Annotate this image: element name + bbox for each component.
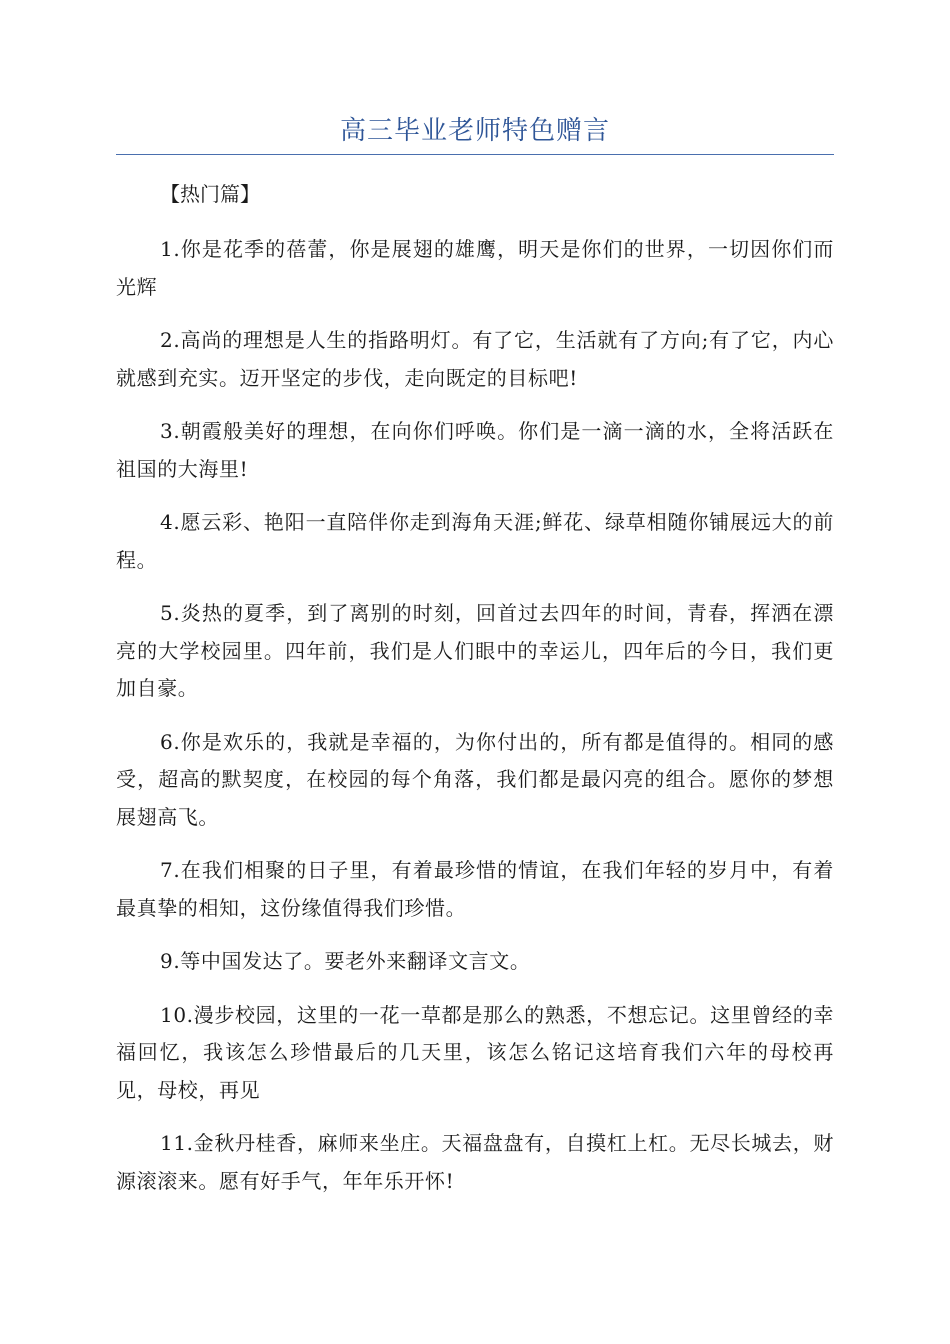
section-heading: 【热门篇】 xyxy=(160,182,260,206)
entry-paragraph: 5.炎热的夏季，到了离别的时刻，回首过去四年的时间，青春，挥洒在漂亮的大学校园里。四年前，我们是人们眼中的幸运儿，四年后的今日，我们更加自豪。 xyxy=(116,601,834,700)
entry-paragraph: 1.你是花季的蓓蕾，你是展翅的雄鹰，明天是你们的世界，一切因你们而光辉 xyxy=(116,237,834,299)
title-underline xyxy=(116,154,834,155)
entry-paragraph: 7.在我们相聚的日子里，有着最珍惜的情谊，在我们年轻的岁月中，有着最真挚的相知，这份缘值得我们珍惜。 xyxy=(116,858,834,920)
entry-paragraph: 4.愿云彩、艳阳一直陪伴你走到海角天涯;鲜花、绿草相随你铺展远大的前程。 xyxy=(116,510,834,572)
entry-paragraph: 2.高尚的理想是人生的指路明灯。有了它，生活就有了方向;有了它，内心就感到充实。迈开坚定的步伐，走向既定的目标吧! xyxy=(116,328,834,390)
entry-paragraph: 11.金秋丹桂香，麻师来坐庄。天福盘盘有，自摸杠上杠。无尽长城去，财源滚滚来。愿有好手气，年年乐开怀! xyxy=(116,1131,834,1193)
entry-paragraph: 10.漫步校园，这里的一花一草都是那么的熟悉，不想忘记。这里曾经的幸福回忆，我该怎么珍惜最后的几天里，该怎么铭记这培育我们六年的母校再见，母校，再见 xyxy=(116,1002,834,1102)
entry-paragraph: 6.你是欢乐的，我就是幸福的，为你付出的，所有都是值得的。相同的感受，超高的默契度，在校园的每个角落，我们都是最闪亮的组合。愿你的梦想展翅高飞。 xyxy=(116,729,834,829)
document-page xyxy=(116,0,834,1344)
entry-paragraph: 3.朝霞般美好的理想，在向你们呼唤。你们是一滴一滴的水，全将活跃在祖国的大海里! xyxy=(116,419,834,481)
entry-paragraph: 9.等中国发达了。要老外来翻译文言文。 xyxy=(160,949,531,973)
entry-list xyxy=(116,231,834,1216)
document-title: 高三毕业老师特色赠言 xyxy=(339,116,610,146)
